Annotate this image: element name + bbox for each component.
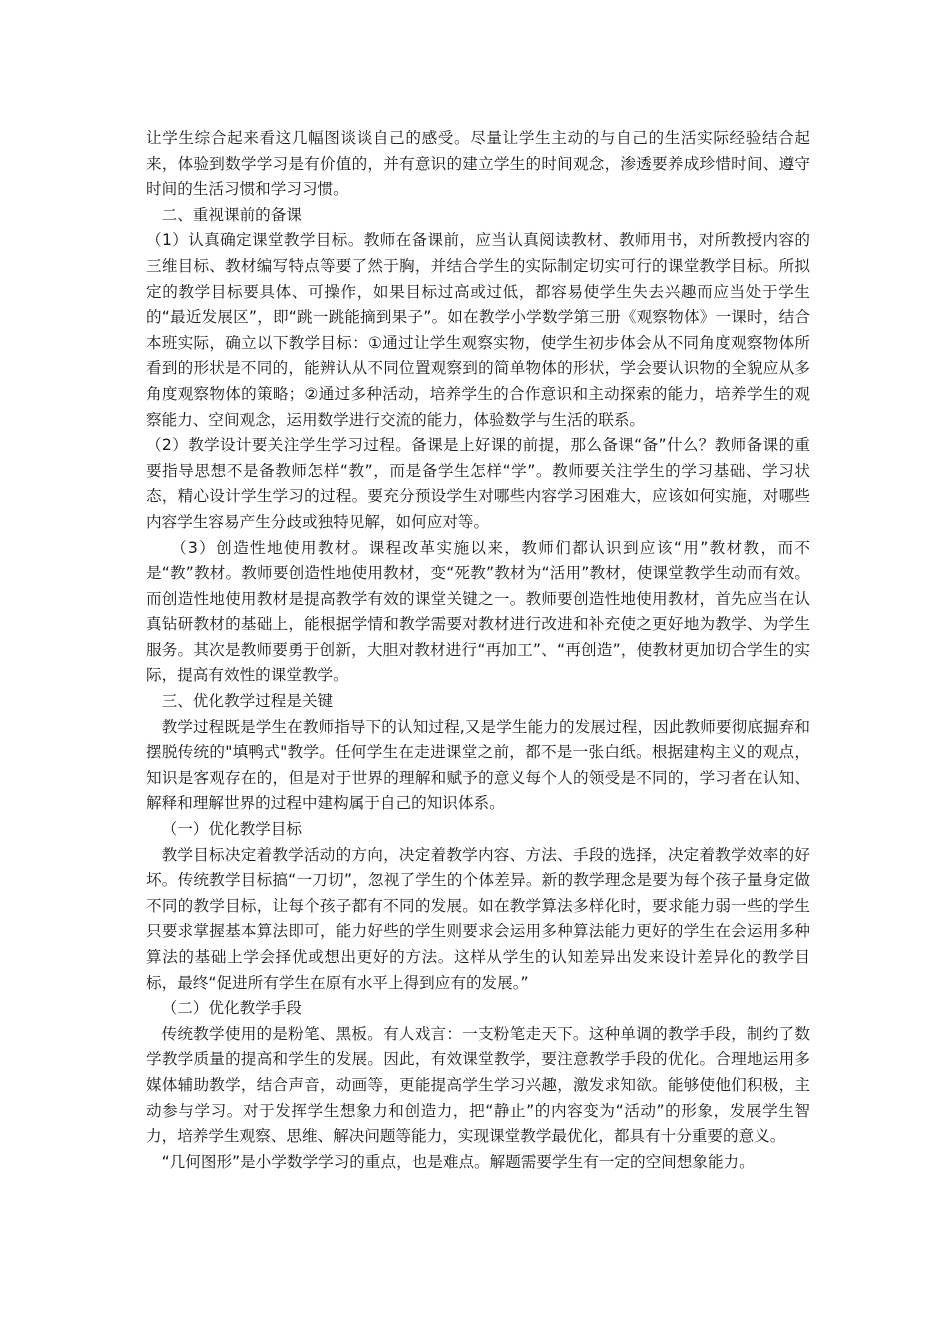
- section-heading-3: 三、优化教学过程是关键: [161, 692, 334, 711]
- paragraph-continuation: 让学生综合起来看这几幅图谈谈自己的感受。尽量让学生主动的与自己的生活实际经验结合起来，体验到数学学习是有价值的，并有意识的建立学生的时间观念，渗透要养成珍惜时间、遵守时间的生活习惯和学习习惯。: [146, 129, 810, 199]
- document-body: [146, 126, 810, 1175]
- paragraph-item-3: （3）创造性地使用教材。课程改革实施以来，教师们都认识到应该“用”教材教，而不是“教”教材。教师要创造性地使用教材，变“死教”教材为“活用”教材，使课堂教学生动而有效。而创造性地使用教材是提高教学有效的课堂关键之一。教师要创造性地使用教材，首先应当在认真钻研教材的基础上，能根据学情和教学需要对教材进行改进和补充使之更好地为教学、为学生服务。其次是教师要勇于创新，大胆对教材进行“再加工”、“再创造”，使教材更加切合学生的实际，提高有效性的课堂教学。: [146, 538, 810, 685]
- paragraph-teaching-goals: 教学目标决定着教学活动的方向，决定着教学内容、方法、手段的选择，决定着教学效率的好坏。传统教学目标搞“一刀切”，忽视了学生的个体差异。新的教学理念是要为每个孩子量身定做不同的教学目标，让每个孩子都有不同的发展。如在教学算法多样化时，要求能力弱一些的学生只要求掌握基本算法即可，能力好些的学生则要求会运用多种算法能力更好的学生在会运用多种算法的基础上学会择优或想出更好的方法。这样从学生的认知差异出发来设计差异化的教学目标，最终“促进所有学生在原有水平上得到应有的发展。”: [146, 845, 810, 992]
- paragraph-item-1: （1）认真确定课堂教学目标。教师在备课前，应当认真阅读教材、教师用书，对所教授内容的三维目标、教材编写特点等要了然于胸，并结合学生的实际制定切实可行的课堂教学目标。所拟定的教学目标要具体、可操作，如果目标过高或过低，都容易使学生失去兴趣而应当处于学生的“最近发展区”，即“跳一跳能摘到果子”。如在教学小学数学第三册《观察物体》一课时，结合本班实际，确立以下教学目标：①通过让学生观察实物，使学生初步体会从不同角度观察物体所看到的形状是不同的，能辨认从不同位置观察到的简单物体的形状，学会要认识物的全貌应从多角度观察物体的策略；②通过多种活动，培养学生的合作意识和主动探索的能力，培养学生的观察能力、空间观念，运用数学进行交流的能力，体验数学与生活的联系。: [146, 231, 810, 429]
- paragraph-item-2: （2）教学设计要关注学生学习过程。备课是上好课的前提，那么备课“备”什么？教师备课的重要指导思想不是备教师怎样“教”，而是备学生怎样“学”。教师要关注学生的学习基础、学习状态，精心设计学生学习的过程。要充分预设学生对哪些内容学习困难大，应该如何实施，对哪些内容学生容易产生分歧或独特见解，如何应对等。: [146, 436, 810, 531]
- subsection-heading-1: （一）优化教学目标: [161, 820, 302, 839]
- paragraph-teaching-process: 教学过程既是学生在教师指导下的认知过程,又是学生能力的发展过程，因此教师要彻底掘弃和摆脱传统的"填鸭式"教学。任何学生在走进课堂之前，都不是一张白纸。根据建构主义的观点，知识是客观存在的，但是对于世界的理解和赋予的意义每个人的领受是不同的，学习者在认知、解释和理解世界的过程中建构属于自己的知识体系。: [146, 717, 810, 813]
- section-heading-2: 二、重视课前的备课: [161, 205, 302, 224]
- paragraph-teaching-means: 传统教学使用的是粉笔、黑板。有人戏言：一支粉笔走天下。这种单调的教学手段，制约了数学教学质量的提高和学生的发展。因此，有效课堂教学，要注意教学手段的优化。合理地运用多媒体辅助教学，结合声音，动画等，更能提高学生学习兴趣，激发求知欲。能够使他们积极，主动参与学习。对于发挥学生想象力和创造力，把“静止”的内容变为“活动”的形象，发展学生智力，培养学生观察、思维、解决问题等能力，实现课堂教学最优化，都具有十分重要的意义。: [146, 1024, 810, 1146]
- paragraph-geometry: “几何图形”是小学数学学习的重点，也是难点。解题需要学生有一定的空间想象能力。: [161, 1152, 755, 1171]
- subsection-heading-2: （二）优化教学手段: [161, 999, 302, 1018]
